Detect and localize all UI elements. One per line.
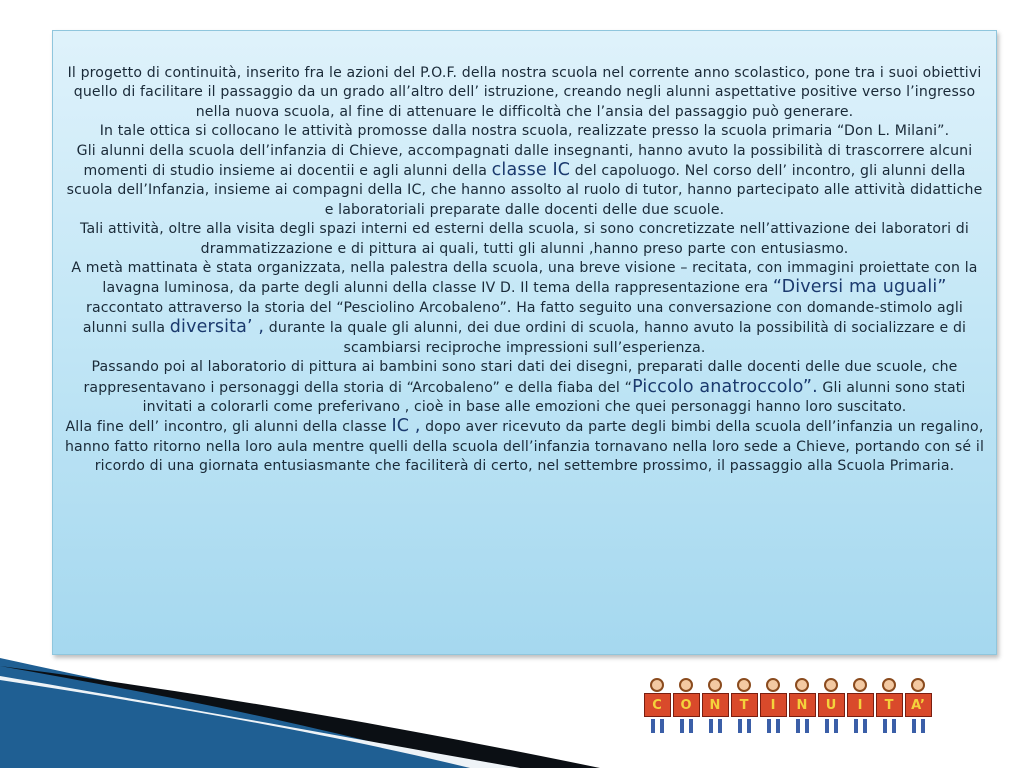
paragraph-painting-cont: Gli alunni sono stati invitati a colorarli come preferivano , cioè in base alle emozioni che quei personaggi hanno loro suscitato. xyxy=(142,379,966,415)
banner-letter: C xyxy=(644,678,671,740)
highlight-classe-ic: classe IC xyxy=(491,160,571,181)
highlight-ic: IC , xyxy=(391,416,421,437)
highlight-diversita: diversita’ , xyxy=(169,317,265,338)
paragraph-show-end: durante la quale gli alunni, dei due ordini di scuola, hanno avuto la possibilità di socializzare e di scambiarsi reciproche impressioni sull’esperienza. xyxy=(264,320,967,356)
banner-letter: I xyxy=(760,678,787,740)
paragraph-visit: Gli alunni della scuola dell’infanzia di Chieve, accompagnati dalle insegnanti, hanno avuto la possibilità di trascorrere alcuni momenti di studio insieme ai docentii e agli alunni della xyxy=(76,142,973,180)
paragraph-context: In tale ottica si collocano le attività promosse dalla nostra scuola, realizzate presso la scuola primaria “Don L. Milani”. xyxy=(99,123,950,140)
text-panel xyxy=(52,30,997,655)
banner-letter: T xyxy=(731,678,758,740)
continuita-banner xyxy=(640,675,935,740)
banner-letter: N xyxy=(789,678,816,740)
paragraph-labs: Tali attività, oltre alla visita degli spazi interni ed esterni della scuola, si sono concretizzate nell’attivazione dei laboratori di drammatizzazione e di pittura ai quali, tutti gli alunni ,hanno preso parte con entusiasmo. xyxy=(80,221,969,257)
banner-letter: U xyxy=(818,678,845,740)
paragraph-show: A metà mattinata è stata organizzata, nella palestra della scuola, una breve visione – recitata, con immagini proiettate con la lavagna luminosa, da parte degli alunni della classe IV D. Il tema della rappresentazione era xyxy=(71,260,978,297)
banner-letter: I xyxy=(847,678,874,740)
paragraph-visit-cont: del capoluogo. Nel corso dell’ incontro, gli alunni della scuola dell’Infanzia, insieme ai compagni della IC, che hanno assolto al ruolo di tutor, hanno partecipato alle attività didattiche e laboratoriali preparate dalle docenti delle due scuole. xyxy=(66,163,983,218)
paragraph-closing-cont: dopo aver ricevuto da parte degli bimbi della scuola dell’infanzia un regalino, hanno fatto ritorno nella loro aula mentre quelli della scuola dell’infanzia tornavano nella loro sede a Chieve, portando con sé il ricordo di una giornata entusiasmante che faciliterà di certo, nel settembre prossimo, il passaggio alla Scuola Primaria. xyxy=(64,419,985,475)
banner-letter: A’ xyxy=(905,678,932,740)
paragraph-closing: Alla fine dell’ incontro, gli alunni della classe xyxy=(65,419,392,436)
highlight-piccolo-anatroccolo: Piccolo anatroccolo”. xyxy=(632,376,818,397)
decorative-swoosh xyxy=(0,658,620,768)
body-text xyxy=(63,64,986,477)
highlight-diversi-ma-uguali: “Diversi ma uguali” xyxy=(772,277,947,298)
banner-letter: T xyxy=(876,678,903,740)
paragraph-intro: Il progetto di continuità, inserito fra le azioni del P.O.F. della nostra scuola nel corrente anno scolastico, pone tra i suoi obiettivi quello di facilitare il passaggio da un grado all’altro dell’ istruzione, creando negli alunni aspettative positive verso l’ingresso nella nuova scuola, al fine di attenuare le difficoltà che l’ansia del passaggio può generare. xyxy=(67,65,982,120)
paragraph-painting: Passando poi al laboratorio di pittura ai bambini sono stari dati dei disegni, preparati dalle docenti delle due scuole, che rappresentavano i personaggi della storia di “Arcobaleno” e della fiaba del “ xyxy=(83,359,958,396)
paragraph-show-cont: raccontato attraverso la storia del “Pesciolino Arcobaleno”. Ha fatto seguito una conversazione con domande-stimolo agli alunni sulla xyxy=(82,299,963,337)
banner-letter: N xyxy=(702,678,729,740)
banner-letter: O xyxy=(673,678,700,740)
